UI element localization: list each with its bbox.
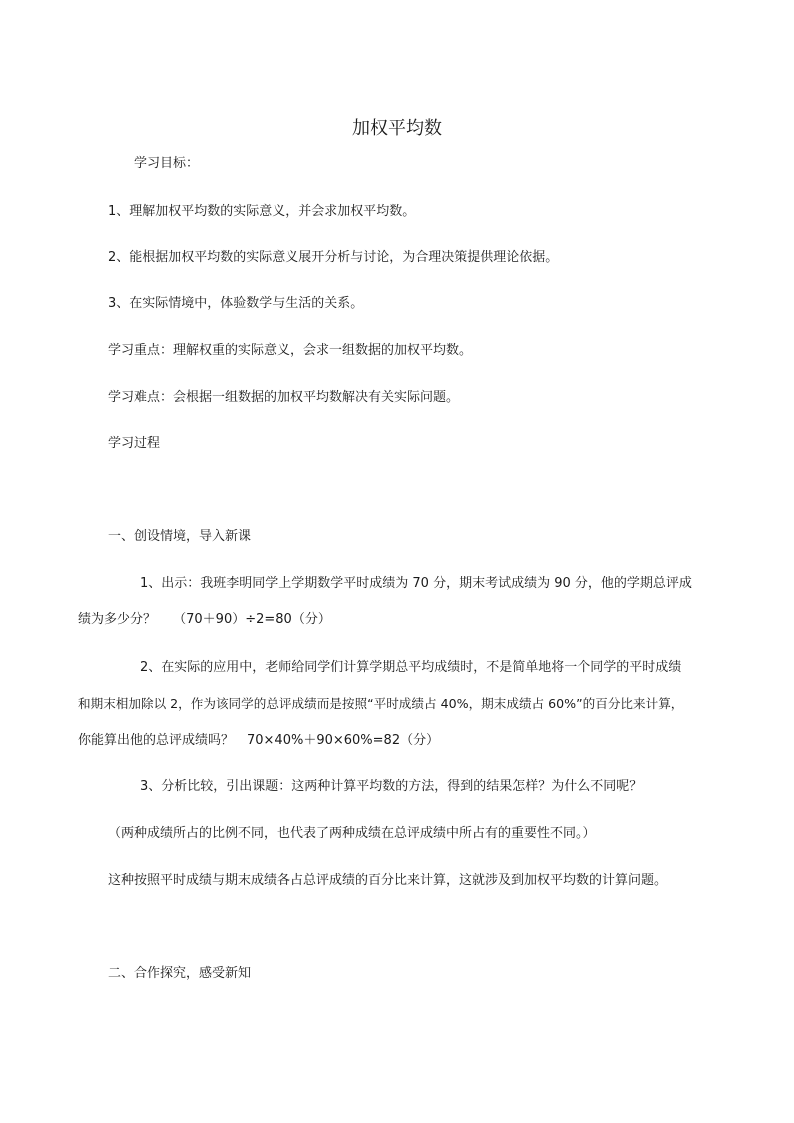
summary-paragraph: 这种按照平时成绩与期末成绩各占总评成绩的百分比来计算，这就涉及到加权平均数的计算问题。 <box>108 873 668 888</box>
item-2-line-2: 和期末相加除以 2，作为该同学的总评成绩而是按照“平时成绩占 40%，期末成绩占 60%”的百分比来计算， <box>78 696 684 711</box>
objective-3: 3、在实际情境中，体验数学与生活的关系。 <box>108 296 364 311</box>
item-3: 3、分析比较，引出课题：这两种计算平均数的方法，得到的结果怎样？为什么不同呢？ <box>140 779 643 794</box>
difficult-points: 学习难点：会根据一组数据的加权平均数解决有关实际问题。 <box>108 390 460 405</box>
item-1-line-2: 绩为多少分？ （70＋90）÷2=80（分） <box>78 612 331 627</box>
objective-1: 1、理解加权平均数的实际意义，并会求加权平均数。 <box>108 204 416 219</box>
item-1-line-1: 1、出示：我班李明同学上学期数学平时成绩为 70 分，期末考试成绩为 90 分，他的学期总评成 <box>140 576 692 591</box>
objectives-label: 学习目标： <box>134 156 200 171</box>
item-2-line-1: 2、在实际的应用中，老师给同学们计算学期总平均成绩时，不是简单地将一个同学的平时成绩 <box>140 660 682 675</box>
document-title: 加权平均数 <box>352 118 442 139</box>
process-label: 学习过程 <box>108 436 161 451</box>
objective-2: 2、能根据加权平均数的实际意义展开分析与讨论，为合理决策提供理论依据。 <box>108 250 559 265</box>
key-points: 学习重点：理解权重的实际意义，会求一组数据的加权平均数。 <box>108 343 473 358</box>
section-1-heading: 一、创设情境，导入新课 <box>108 529 252 544</box>
section-2-heading: 二、合作探究，感受新知 <box>108 966 252 981</box>
item-2-line-3: 你能算出他的总评成绩吗？ 70×40%＋90×60%=82（分） <box>78 733 440 748</box>
item-3-answer: （两种成绩所占的比例不同，也代表了两种成绩在总评成绩中所占有的重要性不同。） <box>108 826 596 841</box>
